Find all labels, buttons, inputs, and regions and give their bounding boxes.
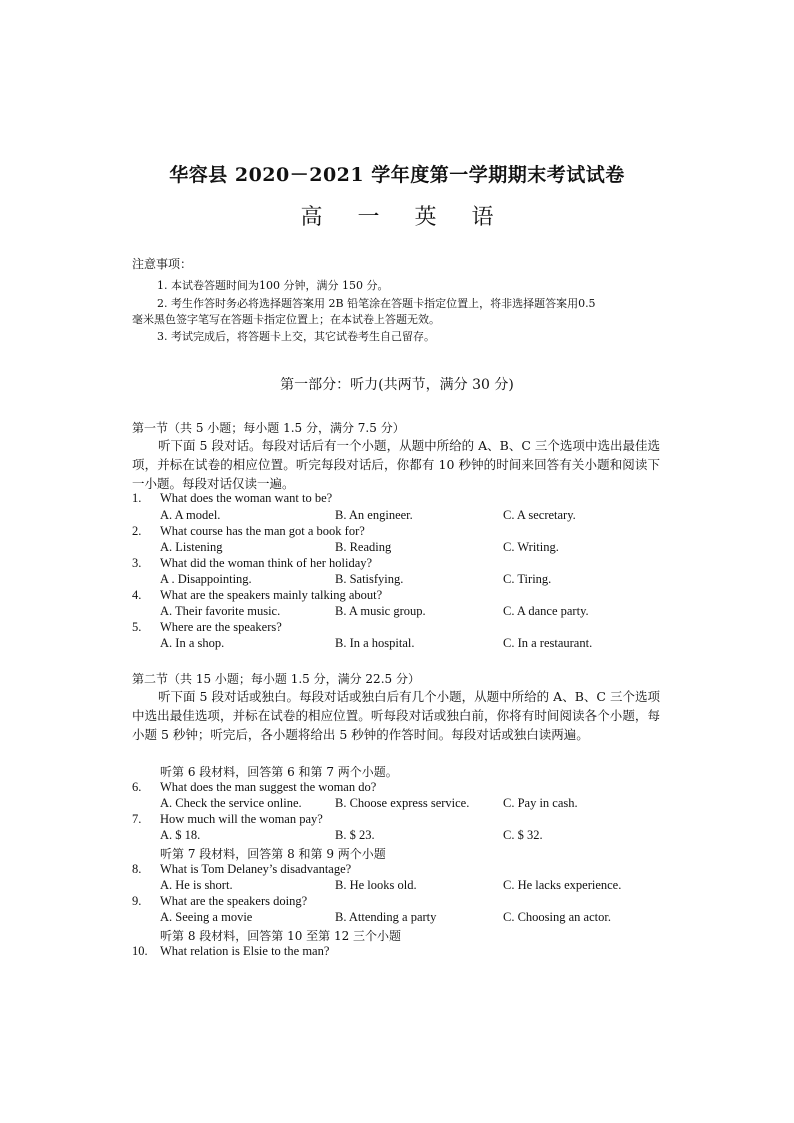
option-a: A. A model. [160,508,221,522]
question-number: 6. [132,780,142,794]
option-c: C. A dance party. [503,604,589,618]
option-c: C. A secretary. [503,508,576,522]
question-number: 4. [132,588,142,602]
material-instruction: 听第 6 段材料，回答第 6 和第 7 两个小题。 [160,765,398,779]
option-b: B. Choose express service. [335,796,470,810]
option-b: B. A music group. [335,604,426,618]
subject-title: 高 一 英 语 [300,205,508,230]
question-number: 2. [132,524,142,538]
option-c: C. $ 32. [503,828,543,842]
option-a: A. He is short. [160,878,233,892]
option-b: B. He looks old. [335,878,417,892]
option-c: C. In a restaurant. [503,636,593,650]
option-a: A. Listening [160,540,223,554]
option-b: B. $ 23. [335,828,375,842]
question-text: Where are the speakers? [160,620,282,634]
note-item: 毫米黑色签字笔写在答题卡指定位置上；在本试卷上答题无效。 [132,313,440,326]
question-number: 3. [132,556,142,570]
notes-heading: 注意事项： [132,257,193,271]
question-number: 5. [132,620,142,634]
note-item: 1. 本试卷答题时间为100 分钟，满分 150 分。 [157,279,389,292]
question-number: 8. [132,862,142,876]
option-b: B. Satisfying. [335,572,404,586]
option-a: A. Their favorite music. [160,604,281,618]
section-instructions: 听下面 5 段对话或独白。每段对话或独白后有几个小题，从题中所给的 A、B、C 三个选项中选出最佳选项，并标在试卷的相应位置。听每段对话或独白前，你将有时间阅读各个小题，每小题 5 秒钟；听完后，各小题将给出 5 秒钟的作答时间。每段对话或独白读两遍。 [132,689,660,742]
question-text: How much will the woman pay? [160,812,323,826]
option-c: C. Tiring. [503,572,552,586]
question-text: What relation is Elsie to the man? [160,944,330,958]
question-text: What are the speakers doing? [160,894,308,908]
note-item: 2. 考生作答时务必将选择题答案用 2B 铅笔涂在答题卡指定位置上，将非选择题答案用0.5 [157,297,596,310]
option-b: B. Reading [335,540,392,554]
question-number: 9. [132,894,142,908]
option-a: A. Check the service online. [160,796,302,810]
option-a: A. Seeing a movie [160,910,253,924]
part-title: 第一部分：听力(共两节，满分 30 分) [280,377,514,393]
option-c: C. He lacks experience. [503,878,622,892]
option-a: A. $ 18. [160,828,201,842]
question-text: What course has the man got a book for? [160,524,365,538]
option-b: B. In a hospital. [335,636,415,650]
question-number: 10. [132,944,148,958]
question-text: What are the speakers mainly talking about? [160,588,383,602]
material-instruction: 听第 8 段材料，回答第 10 至第 12 三个小题 [160,929,402,943]
question-text: What does the woman want to be? [160,491,333,505]
section-heading: 第二节（共 15 小题；每小题 1.5 分，满分 22.5 分） [132,672,420,686]
material-instruction: 听第 7 段材料，回答第 8 和第 9 两个小题 [160,847,386,861]
option-b: B. An engineer. [335,508,413,522]
exam-title: 华容县 2020－2021 学年度第一学期期末考试试卷 [169,164,625,186]
question-text: What did the woman think of her holiday? [160,556,373,570]
option-c: C. Choosing an actor. [503,910,611,924]
section-instructions: 听下面 5 段对话。每段对话后有一个小题，从题中所给的 A、B、C 三个选项中选出最佳选项，并标在试卷的相应位置。听完每段对话后，你都有 10 秒钟的时间来回答有关小题和阅读下一小题。每段对话仅读一遍。 [132,438,660,491]
option-a: A. In a shop. [160,636,225,650]
question-text: What does the man suggest the woman do? [160,780,377,794]
question-text: What is Tom Delaney’s disadvantage? [160,862,352,876]
question-number: 1. [132,491,142,505]
option-c: C. Writing. [503,540,559,554]
note-item: 3. 考试完成后，将答题卡上交，其它试卷考生自己留存。 [157,330,435,343]
question-number: 7. [132,812,142,826]
option-a: A . Disappointing. [160,572,252,586]
option-c: C. Pay in cash. [503,796,578,810]
section-heading: 第一节（共 5 小题；每小题 1.5 分，满分 7.5 分） [132,421,405,435]
option-b: B. Attending a party [335,910,437,924]
